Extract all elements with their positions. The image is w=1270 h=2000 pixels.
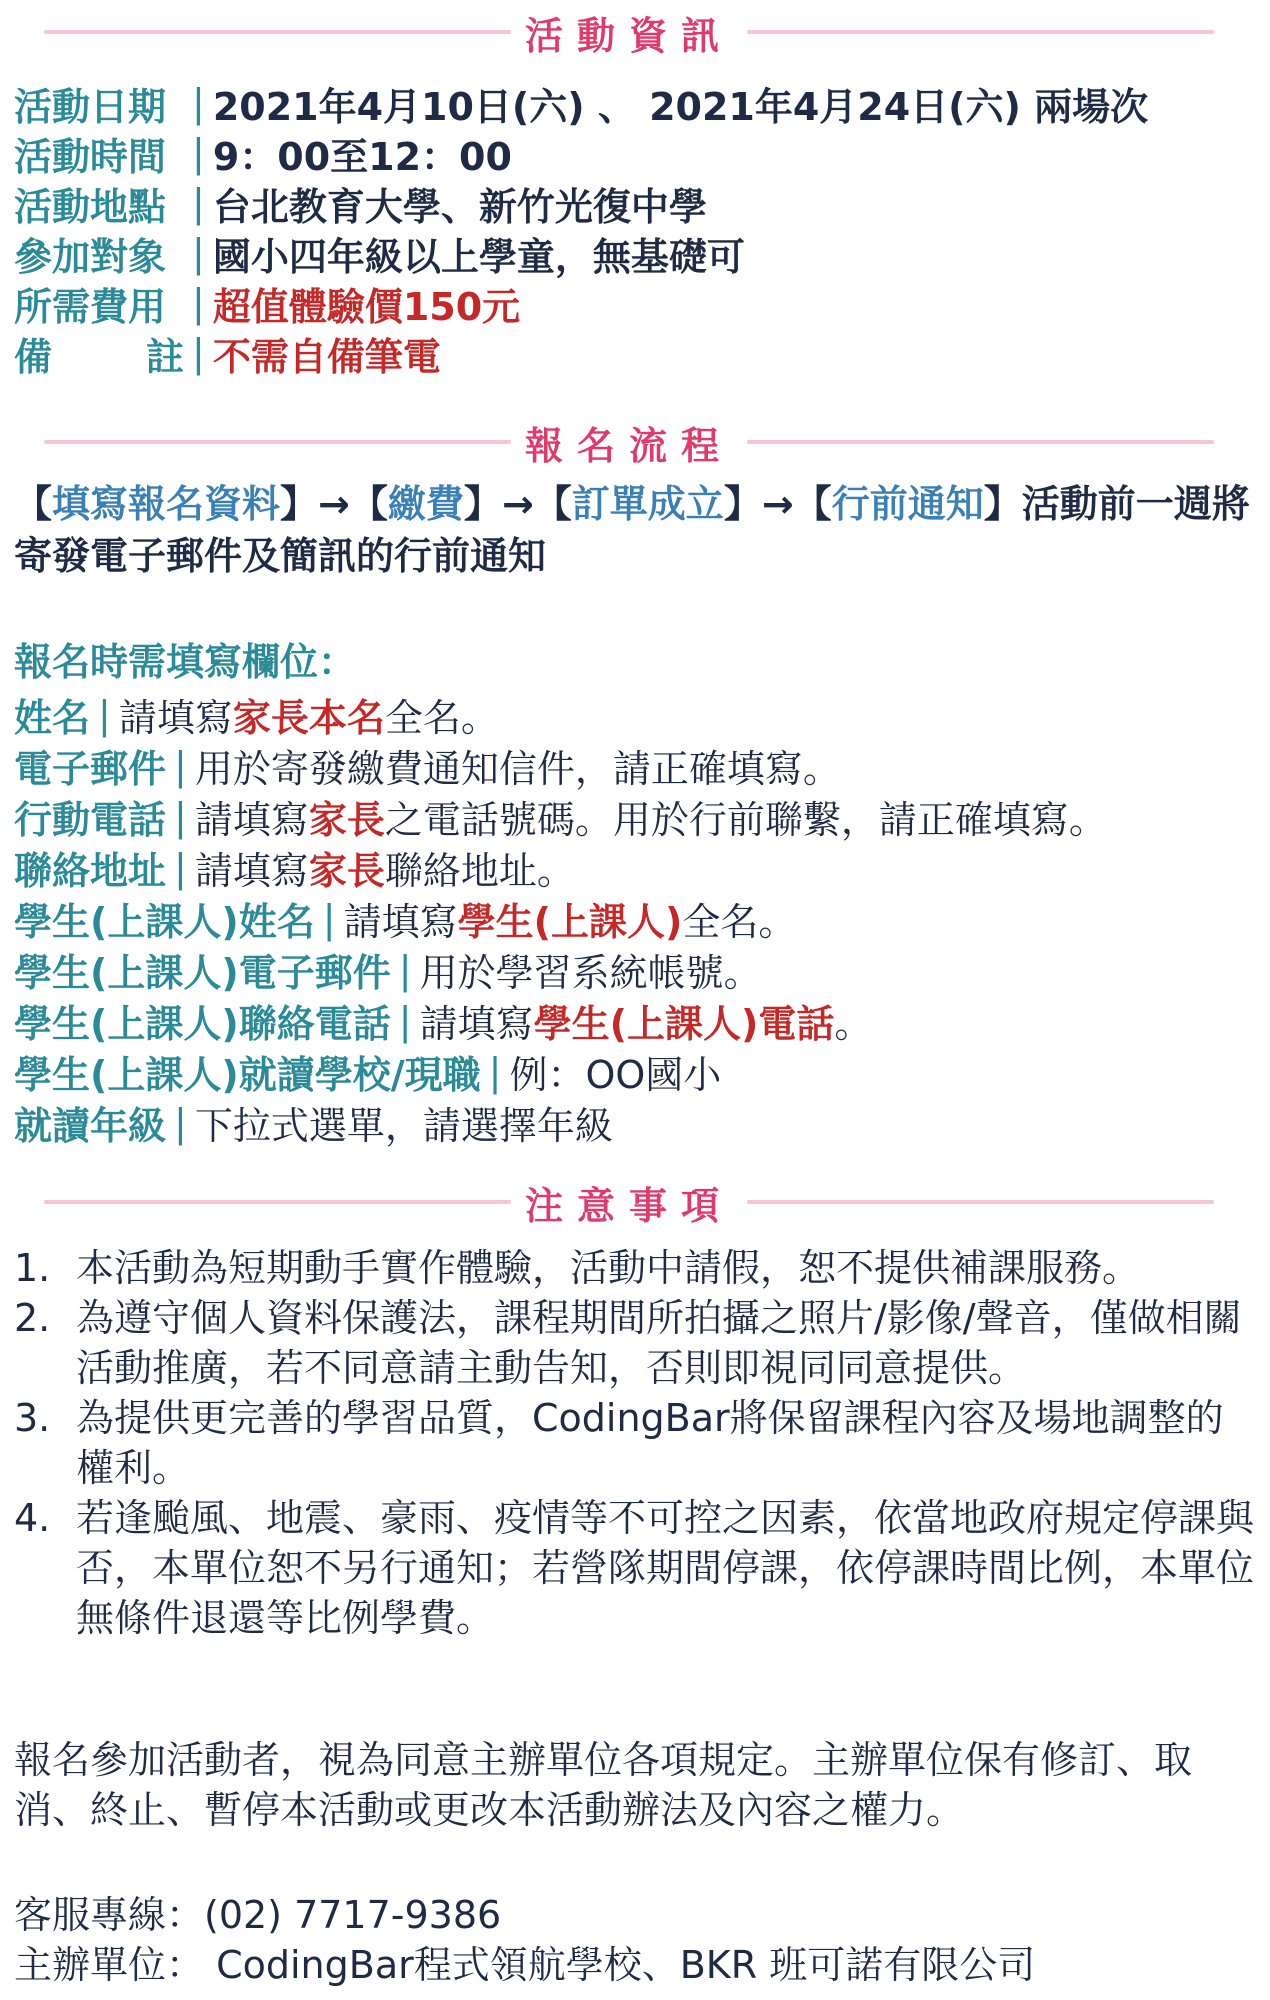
info-value: 台北教育大學、新竹光復中學 [212,184,707,229]
info-label: 活動日期 [14,84,167,129]
field-text: 全名。 [682,900,797,944]
flow-description: 活動前一週將寄發電子郵件及簡訊的行前通知 [14,482,1250,578]
info-label: 所需費用 [14,284,167,329]
fields-heading: 報名時需填寫欄位： [14,640,357,684]
divider [747,1200,1214,1204]
note-text: 若逢颱風、地震、豪雨、疫情等不可控之因素，依當地政府規定停課與否，本單位恕不另行通知；若營隊期間停課，依停課時間比例，本單位無條件退還等比例學費。 [76,1496,1255,1640]
field-text: 請填寫 [194,849,309,893]
info-section-header [44,12,1214,58]
info-label: 活動地點 [14,184,167,229]
arrow-icon: → [761,482,794,526]
field-label: 學生(上課人)姓名 [14,900,315,944]
separator: | [398,998,412,1043]
field-row [14,791,1107,842]
agreement-text: 報名參加活動者，視為同意主辦單位各項規定。主辦單位保有修訂、取消、終止、暫停本活動或更改本活動辦法及內容之權力。 [14,1738,1193,1832]
field-text: 用於學習系統帳號。 [419,951,762,995]
field-list [14,689,1107,1148]
separator: | [398,947,412,992]
field-label: 學生(上課人)聯絡電話 [14,1002,391,1046]
info-row-time [14,128,1148,178]
field-highlight: 學生(上課人)電話 [533,1002,835,1046]
field-row [14,842,1107,893]
separator: | [174,1100,187,1145]
bracket: 】 [723,482,762,526]
separator: | [192,331,205,375]
notes-list [14,1243,1254,1643]
note-number: 2. [14,1296,51,1340]
field-text: 請填寫 [419,1002,534,1046]
divider [747,30,1214,34]
arrow-icon: → [501,482,534,526]
notes-section-title: 注意事項 [525,1183,734,1228]
field-label: 電子郵件 [14,747,167,791]
note-text: 本活動為短期動手實作體驗，活動中請假，恕不提供補課服務。 [76,1246,1141,1290]
bracket: 】 [983,482,1022,526]
info-value-highlight: 不需自備筆電 [212,334,441,379]
hotline-text: 客服專線：(02) 7717-9386 [14,1893,502,1937]
field-row [14,893,1107,944]
flow-step: 填寫報名資料 [52,482,281,526]
field-label: 就讀年級 [14,1104,167,1148]
flow-step: 行前通知 [831,482,984,526]
info-row-audience [14,228,1148,278]
info-value: 國小四年級以上學童，無基礎可 [212,234,745,279]
note-item [14,1243,1254,1293]
separator: | [192,281,205,325]
note-item [14,1493,1254,1643]
separator: | [192,231,205,275]
field-row [14,740,1107,791]
divider [747,440,1214,444]
info-value: 9：00至12：00 [212,134,512,179]
divider [44,30,511,34]
field-label: 姓名 [14,696,91,740]
field-label: 行動電話 [14,798,167,842]
field-text: 請填寫 [194,798,309,842]
field-text: 聯絡地址。 [384,849,575,893]
flow-step: 繳費 [387,482,464,526]
separator: | [174,743,187,788]
flow-section-title: 報名流程 [525,423,734,468]
info-label: 活動時間 [14,134,167,179]
info-table [14,78,1148,378]
field-highlight: 家長 [308,849,385,893]
note-item [14,1393,1254,1493]
flow-step: 訂單成立 [571,482,724,526]
bracket: 【 [14,482,53,526]
field-label: 學生(上課人)就讀學校/現職 [14,1053,481,1097]
bracket: 【 [533,482,572,526]
separator: | [174,845,187,890]
separator: | [192,131,205,175]
field-highlight: 家長本名 [232,696,385,740]
note-text: 為提供更完善的學習品質，CodingBar將保留課程內容及場地調整的權利。 [76,1396,1224,1490]
info-row-remark [14,328,1148,378]
divider [44,440,511,444]
flow-section-header [44,422,1214,468]
arrow-icon: → [318,482,350,526]
registration-flow [14,478,1254,582]
field-row [14,1046,1107,1097]
bracket: 【 [793,482,832,526]
bracket: 】 [280,482,319,526]
field-row [14,944,1107,995]
separator: | [192,181,205,225]
field-highlight: 家長 [308,798,385,842]
separator: | [174,794,187,839]
info-row-fee [14,278,1148,328]
info-label [14,326,184,381]
note-number: 4. [14,1496,51,1540]
info-row-date [14,78,1148,128]
field-text: 。 [834,1002,873,1046]
divider [44,1200,511,1204]
field-text: 用於寄發繳費通知信件，請正確填寫。 [194,747,841,791]
info-value-highlight: 超值體驗價150元 [212,284,521,329]
separator: | [488,1049,502,1094]
field-text: 請填寫 [343,900,458,944]
field-text: 全名。 [384,696,499,740]
organizer-text: 主辦單位： CodingBar程式領航學校、BKR 班可諾有限公司 [14,1943,1036,1987]
note-text: 為遵守個人資料保護法，課程期間所拍攝之照片/影像/聲音，僅做相關活動推廣，若不同意請主動告知，否則即視同同意提供。 [76,1296,1242,1390]
separator: | [98,692,111,737]
note-item [14,1293,1254,1393]
field-text: 例：OO國小 [509,1053,722,1097]
field-row [14,689,1107,740]
info-label: 參加對象 [14,234,167,279]
field-label: 學生(上課人)電子郵件 [14,951,391,995]
field-label: 聯絡地址 [14,849,167,893]
separator: | [322,896,336,941]
info-section-title: 活動資訊 [525,13,734,58]
field-row [14,1097,1107,1148]
info-row-location [14,178,1148,228]
notes-section-header [44,1182,1214,1228]
field-highlight: 學生(上課人) [457,900,683,944]
info-label-part: 註 [145,334,184,379]
field-text: 下拉式選單，請選擇年級 [194,1104,613,1148]
separator: | [192,81,205,125]
field-text: 之電話號碼。用於行前聯繫，請正確填寫。 [384,798,1107,842]
bracket: 】 [463,482,502,526]
field-text: 請填寫 [118,696,233,740]
field-row [14,995,1107,1046]
info-label-part: 備 [14,334,53,379]
info-value: 2021年4月10日(六) 、 2021年4月24日(六) 兩場次 [212,84,1149,129]
note-number: 3. [14,1396,51,1440]
note-number: 1. [14,1246,51,1290]
bracket: 【 [349,482,388,526]
